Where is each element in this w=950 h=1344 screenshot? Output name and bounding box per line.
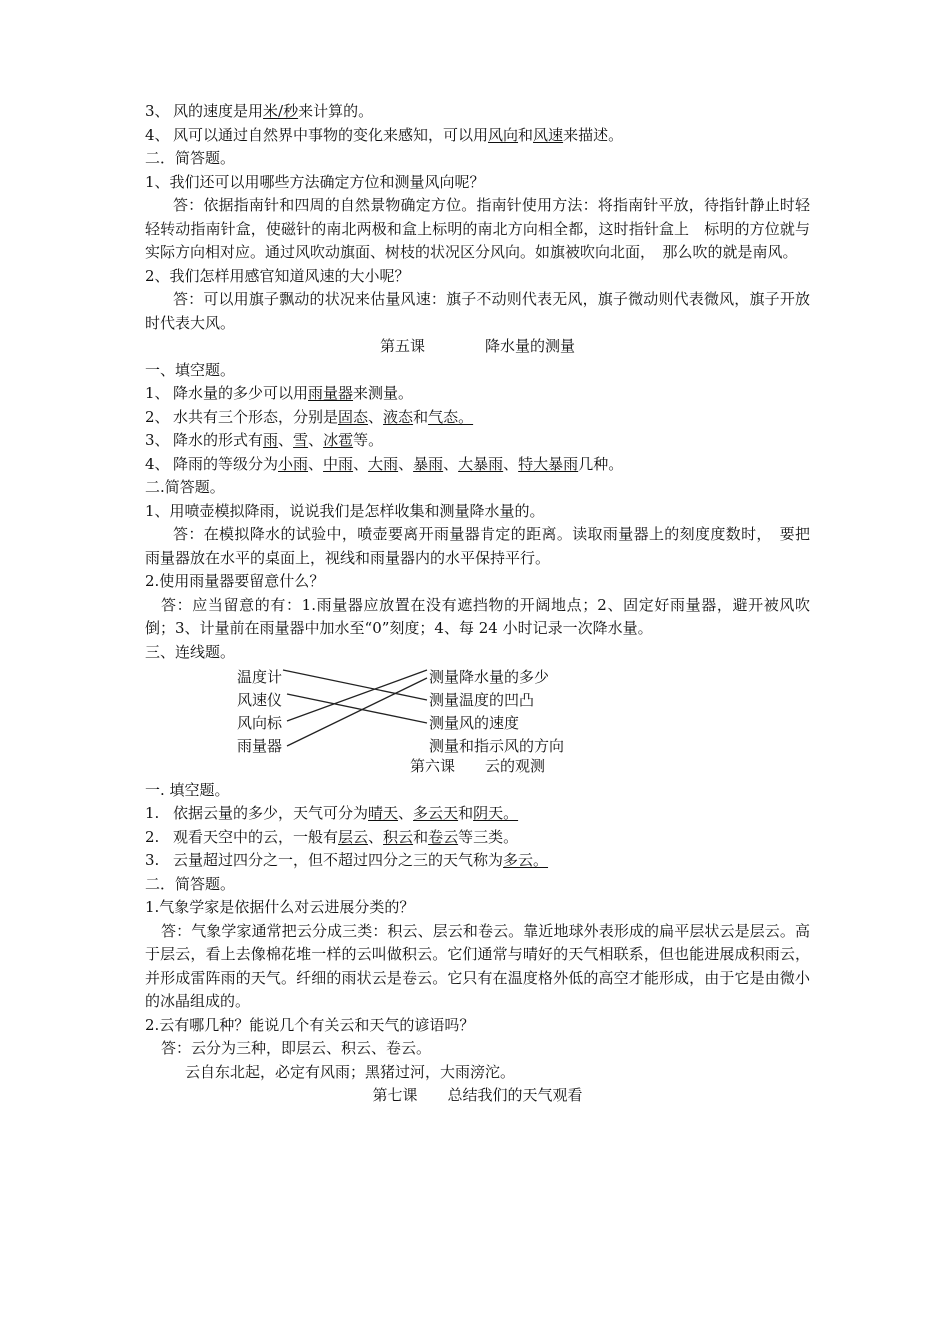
- matching-exercise: [145, 666, 810, 758]
- fill-item: 1、 降水量的多少可以用雨量器来测量。: [145, 384, 414, 402]
- answer: 答：应当留意的有：1.雨量器应放置在没有遮挡物的开阔地点；2、固定好雨量器，避开被风吹倒；3、计量前在雨量器中加水至“0”刻度；4、每 24 小时记录一次降水量。: [145, 595, 810, 637]
- answer: 答：云分为三种，即层云、积云、卷云。: [161, 1039, 432, 1057]
- match-line: [287, 694, 427, 723]
- fill-item: 3、 风的速度是用米/秒来计算的。: [145, 102, 374, 120]
- answer-blank: 大暴雨: [458, 454, 504, 473]
- match-lines: [145, 666, 810, 758]
- match-line: [283, 670, 427, 700]
- answer-blank: 中雨: [323, 454, 354, 473]
- question: 1、用喷壶模拟降雨，说说我们是怎样收集和测量降水量的。: [145, 501, 545, 520]
- answer-blank: 积云: [383, 827, 414, 846]
- match-right-item: 测量风的速度: [429, 714, 520, 732]
- question: 1.气象学家是依据什么对云进展分类的？: [145, 898, 415, 916]
- lesson-title: 第五课 降水量的测量: [379, 337, 575, 355]
- fill-item: 2、 水共有三个形态，分别是固态、液态和气态。: [145, 407, 474, 426]
- fill-item: 3、 降水的形式有雨、雪、冰雹等。: [145, 431, 384, 449]
- answer-blank: 雨量器: [308, 384, 354, 402]
- answer-blank: 大雨: [368, 454, 399, 473]
- section-heading: 二．简答题。: [145, 149, 236, 167]
- answer-blank: 阴天。: [473, 804, 519, 822]
- answer-blank: 风向: [488, 125, 519, 144]
- answer-blank: 小雨: [278, 454, 309, 473]
- answer-blank: 暴雨: [413, 454, 444, 473]
- answer-blank: 多云。: [503, 851, 549, 869]
- answer: 答：可以用旗子飘动的状况来估量风速：旗子不动则代表无风，旗子微动则代表微风，旗子开放时代表大风。: [145, 290, 810, 332]
- answer-blank: 雪: [293, 431, 309, 449]
- answer-blank: 晴天: [368, 804, 399, 822]
- question: 2、我们怎样用感官知道风速的大小呢？: [145, 266, 410, 285]
- match-right-item: 测量降水量的多少: [429, 668, 550, 686]
- section-heading: 一. 填空题。: [145, 780, 230, 799]
- match-right-item: 测量和指示风的方向: [429, 737, 565, 755]
- section-heading: 一、填空题。: [145, 360, 236, 379]
- answer-blank: 风速: [533, 125, 564, 144]
- answer-blank: 卷云: [428, 827, 459, 846]
- match-left-item: 雨量器: [237, 737, 283, 755]
- answer: 答：气象学家通常把云分成三类：积云、层云和卷云。靠近地球外表形成的扁平层状云是层云。高于层云，看上去像棉花堆一样的云叫做积云。它们通常与晴好的天气相联系，但也能进展成积雨云，并形成雷阵雨的天气。纤细的雨状云是卷云。它只有在温度格外低的高空才能形成，由于它是由微小的冰晶组成的。: [145, 921, 810, 1010]
- answer-blank: 米/秒: [263, 102, 299, 120]
- answer-blank: 特大暴雨: [518, 454, 579, 473]
- match-left-item: 风速仪: [237, 691, 283, 709]
- lesson-title: 第六课 云的观测: [409, 757, 545, 775]
- answer-blank: 固态: [338, 407, 369, 426]
- fill-item: 2. 观看天空中的云，一般有层云、积云和卷云等三类。: [145, 827, 519, 846]
- section-heading: 二.简答题。: [145, 478, 225, 496]
- question: 1、我们还可以用哪些方法确定方位和测量风向呢？: [145, 172, 485, 191]
- answer: 答：在模拟降水的试验中，喷壶要离开雨量器肯定的距离。读取雨量器上的刻度度数时， 要把雨量器放在水平的桌面上，视线和雨量器内的水平保持平行。: [145, 525, 810, 567]
- fill-item: 3. 云量超过四分之一，但不超过四分之三的天气称为多云。: [145, 851, 549, 869]
- match-left-item: 温度计: [237, 668, 283, 686]
- match-right-item: 测量温度的凹凸: [429, 691, 535, 709]
- answer-blank: 液态: [383, 407, 414, 426]
- answer: 答：依据指南针和四周的自然景物确定方位。指南针使用方法：将指南针平放，待指针静止时轻轻转动指南针盒，使磁针的南北两极和盒上标明的南北方向相全都，这时指针盒上 标明的方位就与实际方向相对应。通过风吹动旗面、树枝的状况区分风向。如旗被吹向北面， 那么吹的就是南风。: [145, 196, 810, 261]
- answer-blank: 层云: [338, 827, 369, 846]
- answer-blank: 气态。: [428, 407, 474, 426]
- proverb: 云自东北起，必定有风雨；黑猪过河，大雨滂沱。: [185, 1062, 516, 1081]
- fill-item: 1. 依据云量的多少，天气可分为晴天、多云天和阴天。: [145, 804, 519, 822]
- section-heading: 三、连线题。: [145, 642, 236, 661]
- fill-item: 4、 降雨的等级分为小雨、中雨、大雨、暴雨、大暴雨、特大暴雨几种。: [145, 454, 624, 473]
- match-line: [287, 678, 427, 746]
- section-heading: 二．简答题。: [145, 874, 236, 893]
- match-left-item: 风向标: [237, 714, 283, 732]
- answer-blank: 多云天: [413, 804, 459, 822]
- document-page: [145, 100, 810, 1108]
- question: 2.使用雨量器要留意什么？: [145, 572, 325, 590]
- answer-blank: 雨: [263, 431, 279, 449]
- fill-item: 4、 风可以通过自然界中事物的变化来感知，可以用风向和风速来描述。: [145, 125, 624, 144]
- question: 2.云有哪几种？能说几个有关云和天气的谚语吗？: [145, 1015, 475, 1034]
- answer-blank: 冰雹: [323, 431, 354, 449]
- lesson-title: 第七课 总结我们的天气观看: [372, 1086, 583, 1104]
